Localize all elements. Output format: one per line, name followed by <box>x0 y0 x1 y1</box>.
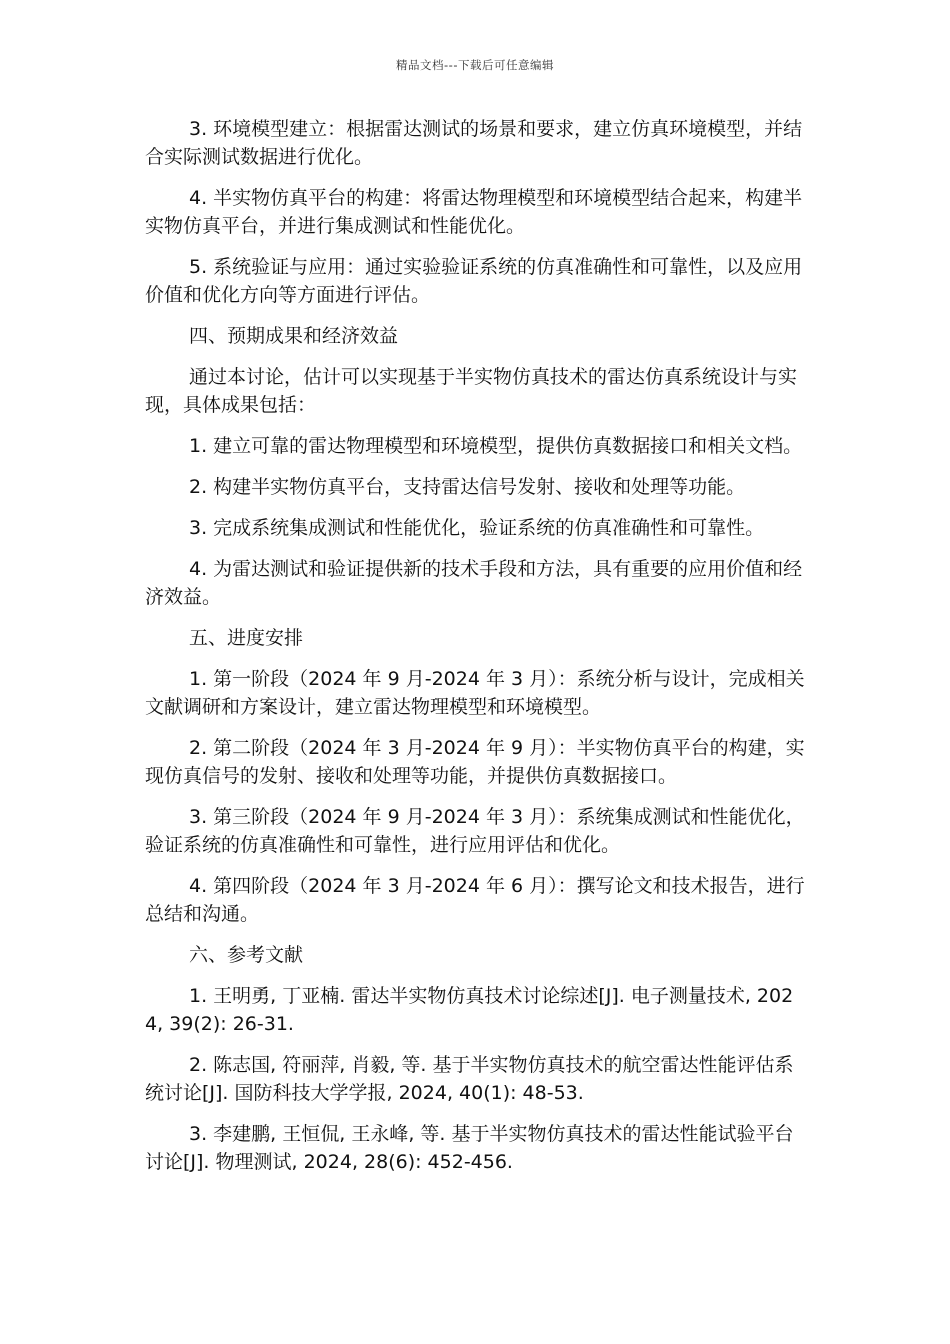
result-item-1: 1. 建立可靠的雷达物理模型和环境模型，提供仿真数据接口和相关文档。 <box>189 435 803 457</box>
reference-item-1: 1. 王明勇, 丁亚楠. 雷达半实物仿真技术讨论综述[J]. 电子测量技术, 2024, 39(2): 26-31. <box>145 985 794 1035</box>
list-item-platform-build: 4. 半实物仿真平台的构建：将雷达物理模型和环境模型结合起来，构建半实物仿真平台，并进行集成测试和性能优化。 <box>145 187 803 237</box>
list-item-env-model: 3. 环境模型建立：根据雷达测试的场景和要求，建立仿真环境模型，并结合实际测试数据进行优化。 <box>145 118 803 168</box>
section-heading-references: 六、参考文献 <box>189 944 304 966</box>
schedule-item-3: 3. 第三阶段（2024 年 9 月-2024 年 3 月）：系统集成测试和性能优化，验证系统的仿真准确性和可靠性，进行应用评估和优化。 <box>145 806 805 856</box>
reference-item-3: 3. 李建鹏, 王恒侃, 王永峰, 等. 基于半实物仿真技术的雷达性能试验平台讨论[J]. 物理测试, 2024, 28(6): 452-456. <box>145 1123 794 1173</box>
schedule-item-4: 4. 第四阶段（2024 年 3 月-2024 年 6 月）：撰写论文和技术报告，进行总结和沟通。 <box>145 875 805 925</box>
result-item-3: 3. 完成系统集成测试和性能优化，验证系统的仿真准确性和可靠性。 <box>189 517 765 539</box>
result-item-4: 4. 为雷达测试和验证提供新的技术手段和方法，具有重要的应用价值和经济效益。 <box>145 558 803 608</box>
section-heading-schedule: 五、进度安排 <box>189 627 304 649</box>
schedule-item-1: 1. 第一阶段（2024 年 9 月-2024 年 3 月）：系统分析与设计，完成相关文献调研和方案设计，建立雷达物理模型和环境模型。 <box>145 668 805 718</box>
schedule-item-2: 2. 第二阶段（2024 年 3 月-2024 年 9 月）：半实物仿真平台的构建，实现仿真信号的发射、接收和处理等功能，并提供仿真数据接口。 <box>145 737 805 787</box>
document-body <box>145 115 810 1189</box>
page-header: 精品文档---下载后可任意编辑 <box>396 58 554 72</box>
list-item-system-verification: 5. 系统验证与应用：通过实验验证系统的仿真准确性和可靠性，以及应用价值和优化方向等方面进行评估。 <box>145 256 803 306</box>
result-item-2: 2. 构建半实物仿真平台，支持雷达信号发射、接收和处理等功能。 <box>189 476 746 498</box>
intro-paragraph: 通过本讨论，估计可以实现基于半实物仿真技术的雷达仿真系统设计与实现，具体成果包括： <box>145 366 798 416</box>
section-heading-expected-results: 四、预期成果和经济效益 <box>189 325 399 347</box>
reference-item-2: 2. 陈志国, 符丽萍, 肖毅, 等. 基于半实物仿真技术的航空雷达性能评估系统讨论[J]. 国防科技大学学报, 2024, 40(1): 48-53. <box>145 1054 794 1104</box>
